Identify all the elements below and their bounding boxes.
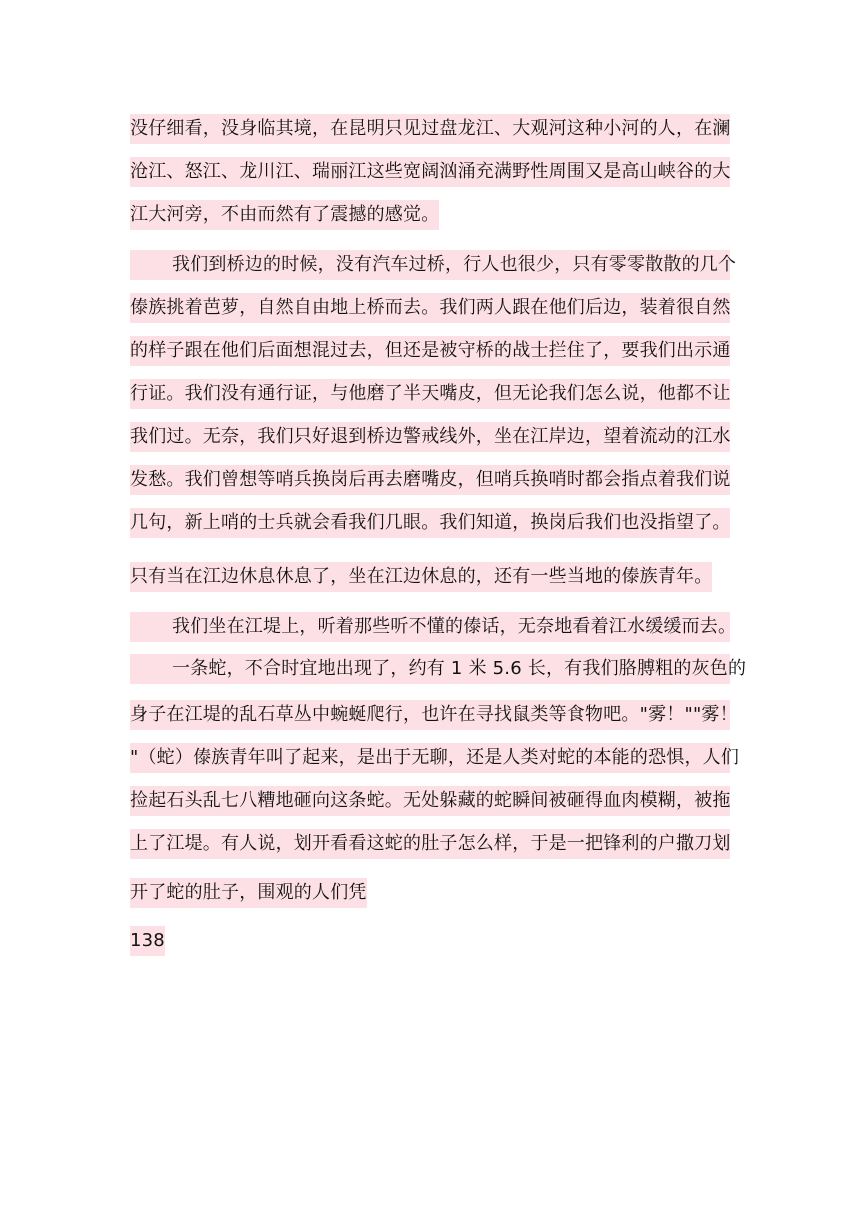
text-line: 江大河旁，不由而然有了震撼的感觉。 [130,200,439,230]
text-line: 我们过。无奈，我们只好退到桥边警戒线外，坐在江岸边，望着流动的江水 [130,422,730,452]
text-line: 身子在江堤的乱石草丛中蜿蜒爬行，也许在寻找鼠类等食物吧。"雾！""雾！ [130,700,730,730]
text-line: 我们坐在江堤上，听着那些听不懂的傣话，无奈地看着江水缓缓而去。 [130,612,730,642]
text-line: 我们到桥边的时候，没有汽车过桥，行人也很少，只有零零散散的几个 [130,250,730,280]
text-line: 傣族挑着芭萝，自然自由地上桥而去。我们两人跟在他们后边，装着很自然 [130,293,730,323]
text-line: 上了江堤。有人说，划开看看这蛇的肚子怎么样，于是一把锋利的户撒刀划 [130,829,730,859]
page-number: 138 [130,926,165,956]
text-line: 行证。我们没有通行证，与他磨了半天嘴皮，但无论我们怎么说，他都不让 [130,379,730,409]
text-line: 几句，新上哨的士兵就会看我们几眼。我们知道，换岗后我们也没指望了。 [130,508,730,538]
text-line: "（蛇）傣族青年叫了起来，是出于无聊，还是人类对蛇的本能的恐惧，人们 [130,743,730,773]
text-line: 没仔细看，没身临其境，在昆明只见过盘龙江、大观河这种小河的人，在澜 [130,114,730,144]
text-line: 沧江、怒江、龙川江、瑞丽江这些宽阔汹涌充满野性周围又是高山峡谷的大 [130,157,730,187]
text-line: 只有当在江边休息休息了，坐在江边休息的，还有一些当地的傣族青年。 [130,562,712,592]
text-line: 一条蛇，不合时宜地出现了，约有 1 米 5.6 长，有我们胳膊粗的灰色的 [130,654,730,684]
text-line: 发愁。我们曾想等哨兵换岗后再去磨嘴皮，但哨兵换哨时都会指点着我们说 [130,465,730,495]
text-line: 的样子跟在他们后面想混过去，但还是被守桥的战士拦住了，要我们出示通 [130,336,730,366]
text-line: 捡起石头乱七八糟地砸向这条蛇。无处躲藏的蛇瞬间被砸得血肉模糊，被拖 [130,786,730,816]
text-line: 开了蛇的肚子，围观的人们凭 [130,878,367,908]
